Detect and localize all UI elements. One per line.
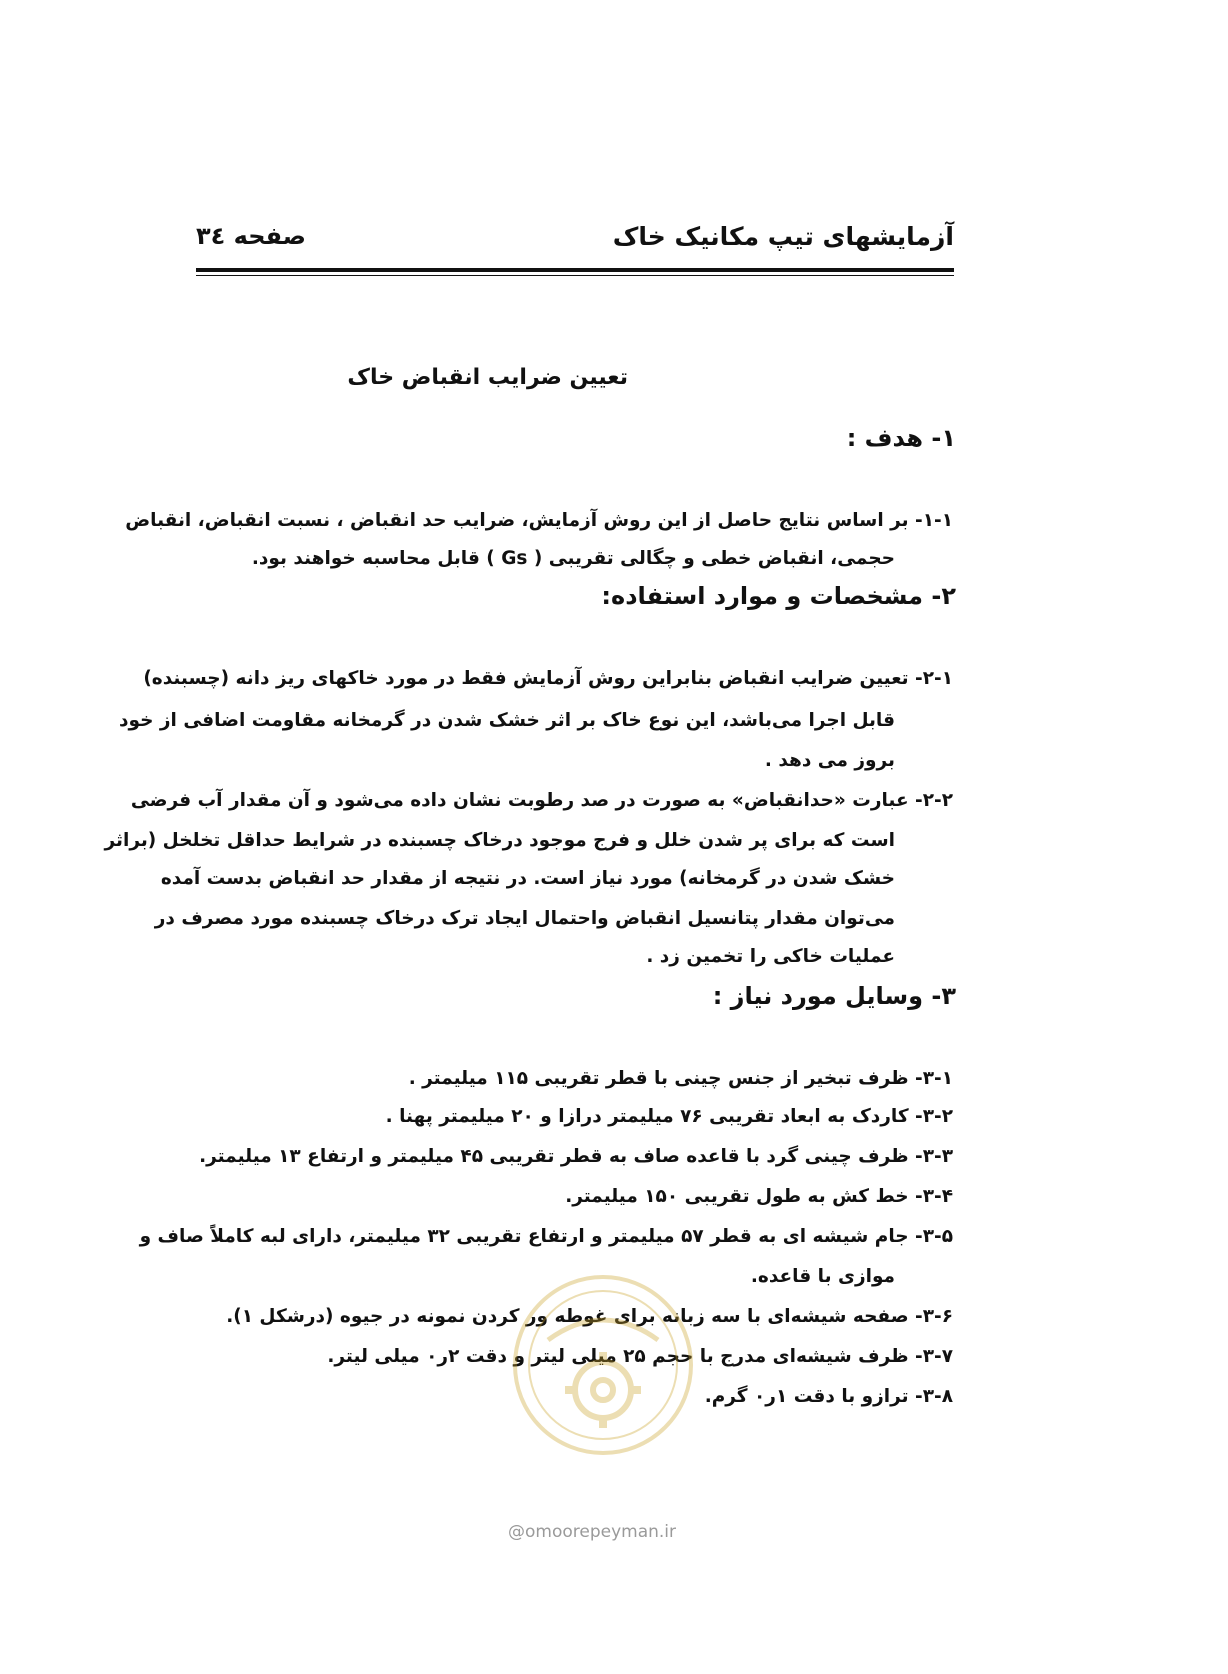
paragraph-2-2-line1: ۲-۲- عبارت «حدانقباض» به صورت در صد رطوبت نشان داده می‌شود و آن مقدار آب فرضی xyxy=(130,790,953,811)
page-number: صفحه ۳٤ xyxy=(196,222,306,250)
list-item-3-5-line2: موازی با قاعده. xyxy=(750,1266,895,1287)
list-item-3-5-line1: ۳-۵- جام شیشه ای به قطر ۵۷ میلیمتر و ارتفاع تقریبی ۳۲ میلیمتر، دارای لبه کاملاً صاف و xyxy=(139,1226,953,1247)
list-item-3-6: ۳-۶- صفحه شیشه‌ای با سه زبانه برای غوطه ور کردن نمونه در جیوه (درشکل ۱). xyxy=(226,1306,953,1327)
section-heading-goal: ۱- هدف : xyxy=(846,424,956,452)
paragraph-2-2-line5: عملیات خاکی را تخمین زد . xyxy=(646,946,895,967)
paragraph-2-2-line2: است که برای پر شدن خلل و فرج موجود درخاک چسبنده در شرایط حداقل تخلخل (براثر xyxy=(104,830,895,851)
paragraph-2-1-line3: بروز می دهد . xyxy=(764,750,895,771)
section-heading-specs: ۲- مشخصات و موارد استفاده: xyxy=(601,582,956,610)
document-title: تعیین ضرایب انقباض خاک xyxy=(347,365,628,390)
list-item-3-2: ۳-۲- کاردک به ابعاد تقریبی ۷۶ میلیمتر درازا و ۲۰ میلیمتر پهنا . xyxy=(385,1106,953,1127)
section-heading-equipment: ۳- وسایل مورد نیاز : xyxy=(712,982,956,1010)
paragraph-2-1-line2: قابل اجرا می‌باشد، این نوع خاک بر اثر خشک شدن در گرمخانه مقاومت اضافی از خود xyxy=(119,710,895,731)
page-header xyxy=(196,222,954,262)
book-title: آزمایشهای تیپ مکانیک خاک xyxy=(612,222,954,251)
header-rule-thick xyxy=(196,268,954,272)
paragraph-2-1-line1: ۲-۱- تعیین ضرایب انقباض بنابراین روش آزمایش فقط در مورد خاکهای ریز دانه (چسبنده) xyxy=(143,668,953,689)
paragraph-1-1-line1: ۱-۱- بر اساس نتایج حاصل از این روش آزمایش، ضرایب حد انقباض ، نسبت انقباض، انقباض xyxy=(125,510,953,531)
list-item-3-7: ۳-۷- ظرف شیشه‌ای مدرج با حجم ۲۵ میلی لیتر و دقت ۲ر۰ میلی لیتر. xyxy=(327,1346,953,1367)
watermark-logo-icon xyxy=(508,1270,698,1460)
paragraph-1-1-line2: حجمی، انقباض خطی و چگالی تقریبی ( Gs ) قابل محاسبه خواهند بود. xyxy=(251,548,895,569)
list-item-3-3: ۳-۳- ظرف چینی گرد با قاعده صاف به قطر تقریبی ۴۵ میلیمتر و ارتفاع ۱۳ میلیمتر. xyxy=(199,1146,953,1167)
list-item-3-8: ۳-۸- ترازو با دقت ۱ر۰ گرم. xyxy=(704,1386,953,1407)
paragraph-2-2-line4: می‌توان مقدار پتانسیل انقباض واحتمال ایجاد ترک درخاک چسبنده مورد مصرف در xyxy=(154,908,895,929)
list-item-3-4: ۳-۴- خط کش به طول تقریبی ۱۵۰ میلیمتر. xyxy=(565,1186,953,1207)
watermark-site: @omoorepeyman.ir xyxy=(508,1522,677,1542)
header-rule-thin xyxy=(196,275,954,276)
paragraph-2-2-line3: خشک شدن در گرمخانه) مورد نیاز است. در نتیجه از مقدار حد انقباض بدست آمده xyxy=(160,868,895,889)
list-item-3-1: ۳-۱- ظرف تبخیر از جنس چینی با قطر تقریبی ۱۱۵ میلیمتر . xyxy=(408,1068,953,1089)
